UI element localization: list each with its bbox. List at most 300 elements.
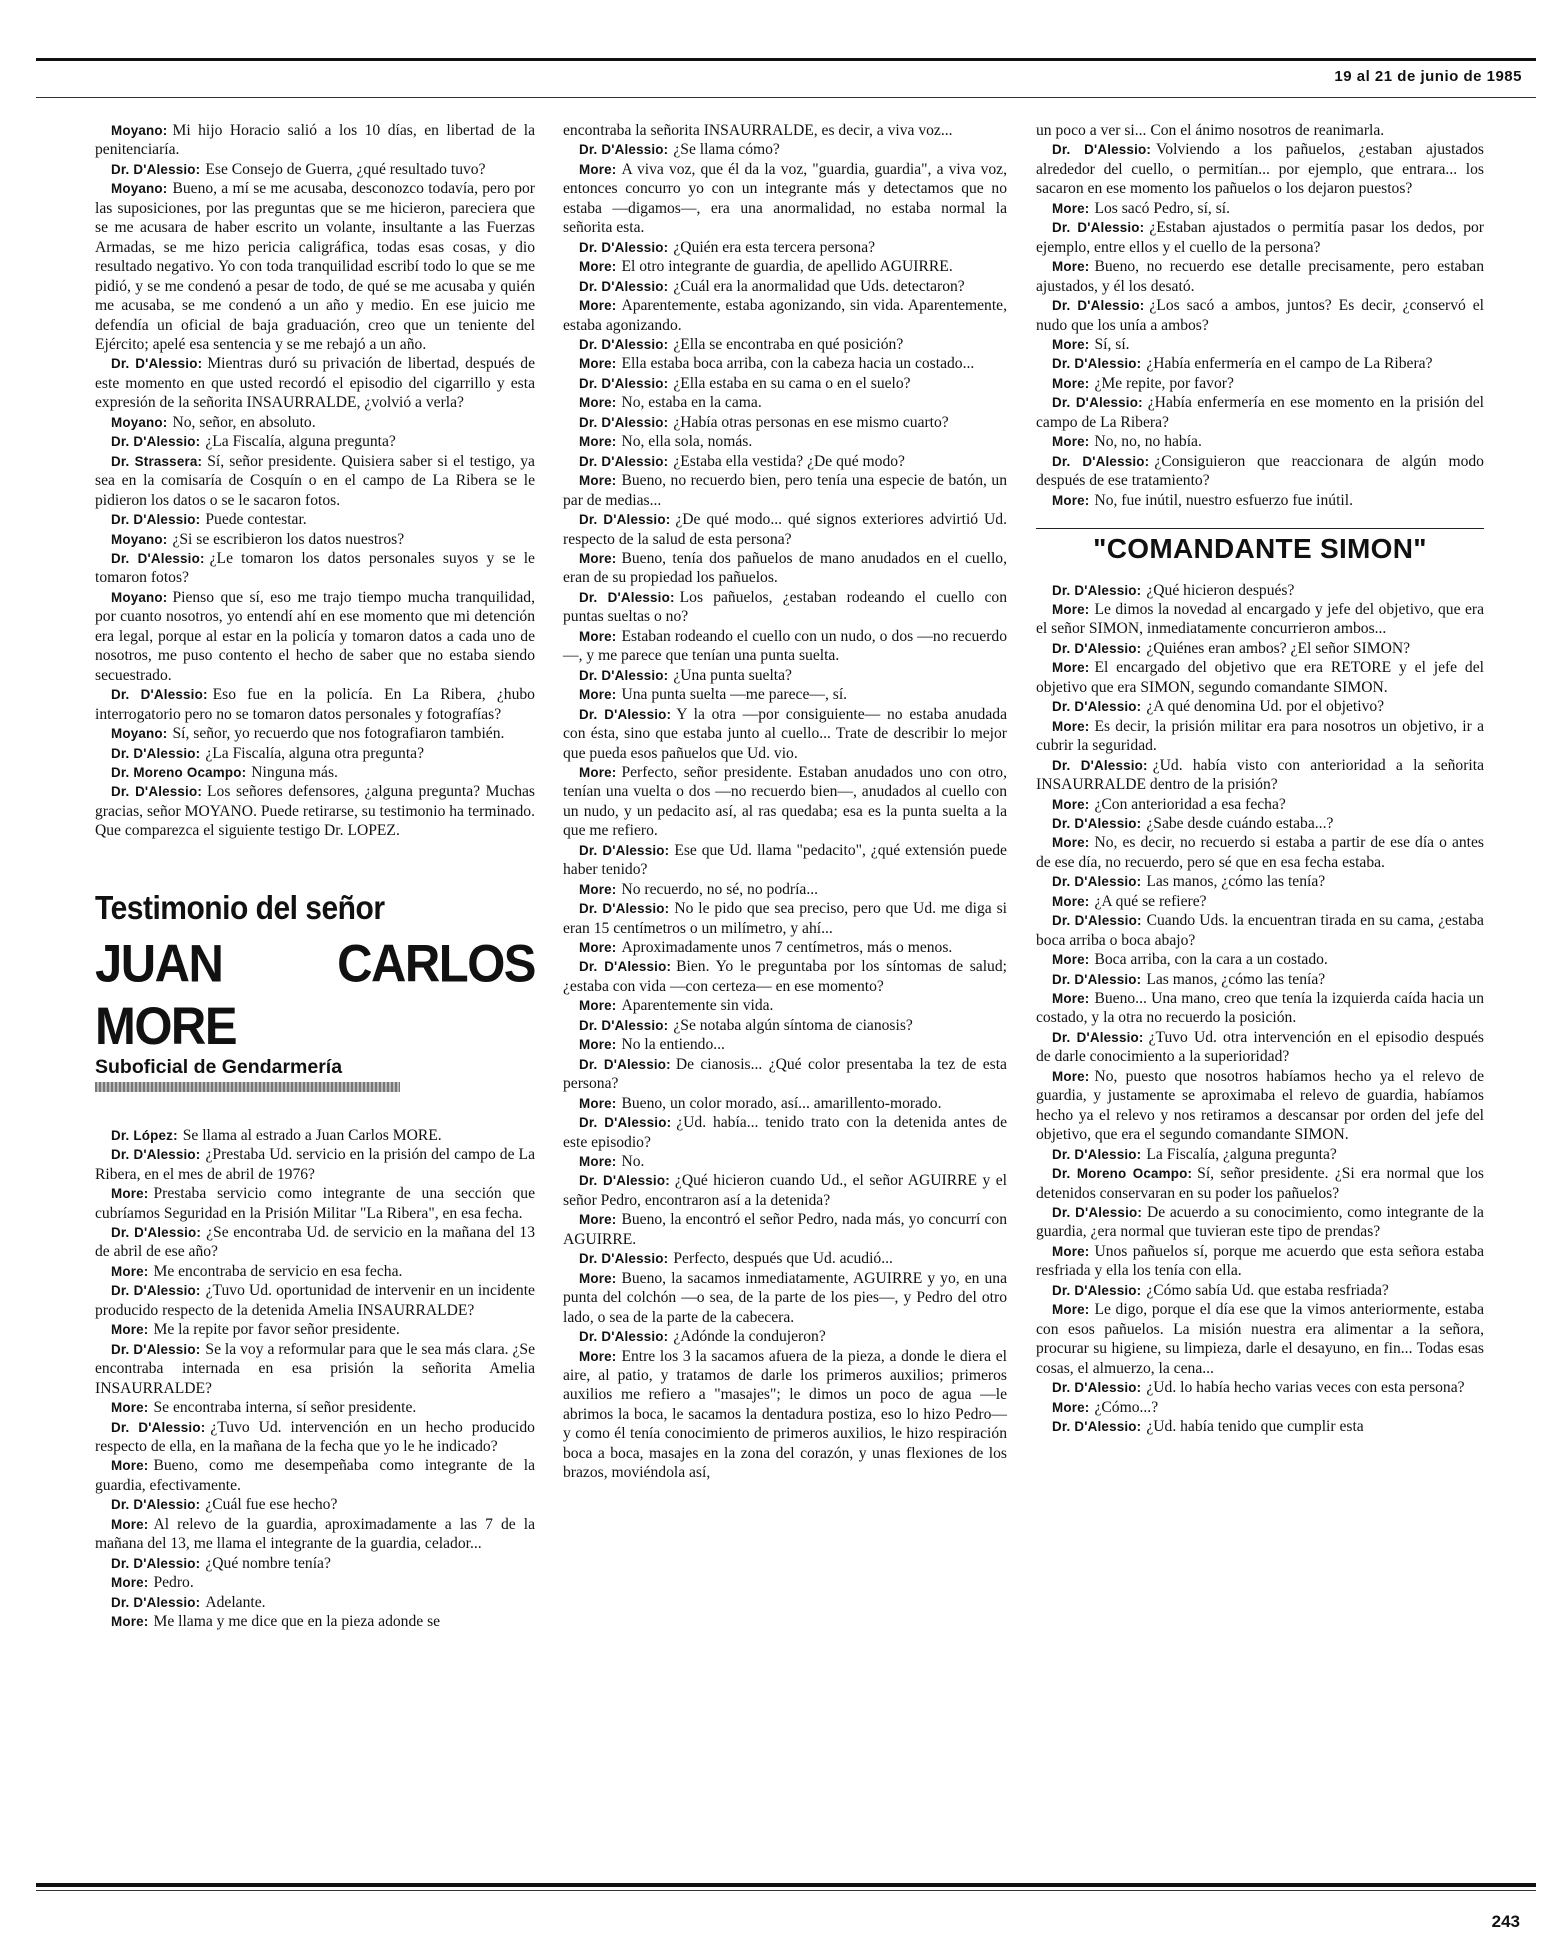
- speech-text: ¿Sabe desde cuándo estaba...?: [1146, 814, 1334, 832]
- dialogue-paragraph: [95, 1126, 535, 1145]
- dialogue-paragraph: [95, 354, 535, 412]
- speech-text: ¿Adónde la condujeron?: [673, 1328, 826, 1346]
- dialogue-paragraph: [1036, 393, 1484, 432]
- bottom-rule: [36, 1883, 1536, 1887]
- dialogue-paragraph: [95, 724, 535, 743]
- dialogue-paragraph: [1036, 1281, 1484, 1300]
- speaker-label: Dr. D'Alessio:: [1052, 699, 1142, 715]
- speech-text: ¿Había enfermería en ese momento en la prisión del campo de La Ribera?: [1036, 394, 1484, 431]
- dialogue-paragraph: [1036, 354, 1484, 373]
- speaker-label: Dr. Strassera:: [111, 453, 203, 469]
- dialogue-paragraph: [1036, 199, 1484, 218]
- speech-text: ¿Estaba ella vestida? ¿De qué modo?: [673, 452, 905, 470]
- speech-text: Adelante.: [205, 1593, 266, 1611]
- dialogue-paragraph: [95, 1184, 535, 1223]
- speaker-label: More:: [579, 550, 617, 566]
- dialogue-paragraph: [563, 354, 1007, 373]
- dialogue-paragraph: [95, 1456, 535, 1495]
- speaker-label: Dr. D'Alessio:: [1052, 395, 1143, 411]
- dialogue-paragraph: [1036, 432, 1484, 451]
- dialogue-paragraph: [95, 1554, 535, 1573]
- speech-text: Pedro.: [153, 1574, 194, 1592]
- speaker-label: Dr. D'Alessio:: [111, 1555, 201, 1571]
- speech-text: ¿Quién era esta tercera persona?: [673, 238, 876, 256]
- speaker-label: Dr. D'Alessio:: [111, 161, 201, 177]
- speaker-label: More:: [1052, 660, 1090, 676]
- dialogue-paragraph: [1036, 374, 1484, 393]
- speech-text: Puede contestar.: [205, 511, 307, 529]
- speech-text: ¿Consiguieron que reaccionara de algún modo después de ese tratamiento?: [1036, 452, 1484, 490]
- dialogue-paragraph: [563, 121, 1007, 140]
- speech-text: ¿Tuvo Ud. intervención en un hecho producido respecto de ella, en la mañana de la fecha que yo le he indicado?: [95, 1418, 535, 1456]
- speech-text: ¿Con anterioridad a esa fecha?: [1094, 795, 1286, 813]
- section-heading-comandante-simon: "COMANDANTE SIMON": [1036, 528, 1484, 558]
- dialogue-paragraph: [1036, 892, 1484, 911]
- speaker-label: More:: [1052, 1302, 1090, 1318]
- dialogue-paragraph: [1036, 1378, 1484, 1397]
- dialogue-paragraph: [1036, 814, 1484, 833]
- speech-text: Los señores defensores, ¿alguna pregunta? Muchas gracias, señor MOYANO. Puede retirarse, su testimonio ha terminado. Que comparezca el siguiente testigo Dr. LOPEZ.: [95, 783, 535, 840]
- speech-text: No, no, no había.: [1094, 433, 1202, 451]
- dialogue-paragraph: [95, 588, 535, 685]
- speech-text: ¿Qué nombre tenía?: [205, 1554, 331, 1572]
- speech-text: Los pañuelos, ¿estaban rodeando el cuello con puntas sueltas o no?: [563, 588, 1007, 626]
- dialogue-paragraph: [1036, 950, 1484, 969]
- dialogue-paragraph: [95, 1573, 535, 1592]
- speech-text: Aparentemente, estaba agonizando, sin vida. Aparentemente, estaba agonizando.: [563, 297, 1007, 334]
- speaker-label: Moyano:: [111, 181, 168, 197]
- dialogue-paragraph: [95, 452, 535, 510]
- speech-text: Me llama y me dice que en la pieza adonde se: [153, 1613, 441, 1631]
- dialogue-paragraph: [95, 510, 535, 529]
- speech-text: Unos pañuelos sí, porque me acuerdo que esta señora estaba resfriada y ella los tenía con ella.: [1036, 1242, 1484, 1280]
- speaker-label: Dr. D'Alessio:: [1052, 971, 1142, 987]
- speaker-label: More:: [111, 1186, 149, 1202]
- dialogue-paragraph: [95, 1612, 535, 1631]
- dialogue-paragraph: [95, 1281, 535, 1320]
- dialogue-paragraph: [563, 685, 1007, 704]
- dialogue-paragraph: [563, 1249, 1007, 1268]
- speaker-label: More:: [579, 259, 617, 275]
- dialogue-paragraph: [563, 957, 1007, 996]
- speech-text: Bueno, no recuerdo bien, pero tenía una especie de batón, un par de medias...: [563, 472, 1007, 509]
- speaker-label: Dr. D'Alessio:: [111, 1341, 201, 1357]
- speech-text: Volviendo a los pañuelos, ¿estaban ajustados alrededor del cuello, o permitían... por ejemplo, que entrara... los sacaron en ese momento los pañuelos o los dejaron puestos?: [1036, 141, 1484, 198]
- speaker-label: More:: [1052, 259, 1090, 275]
- speaker-label: Dr. D'Alessio:: [579, 512, 671, 528]
- dialogue-paragraph: [95, 763, 535, 782]
- speaker-label: Dr. D'Alessio:: [579, 414, 669, 430]
- dialogue-paragraph: [1036, 218, 1484, 257]
- dialogue-paragraph: [563, 996, 1007, 1015]
- speaker-label: Dr. D'Alessio:: [111, 784, 203, 800]
- dialogue-paragraph: [95, 782, 535, 840]
- speaker-label: Moyano:: [111, 726, 168, 742]
- speaker-label: More:: [1052, 601, 1090, 617]
- speaker-label: Dr. D'Alessio:: [111, 550, 205, 566]
- dialogue-paragraph: [95, 1593, 535, 1612]
- dialogue-paragraph: [1036, 1028, 1484, 1067]
- speech-text: Aproximadamente unos 7 centímetros, más o menos.: [621, 939, 953, 957]
- dialogue-paragraph: [1036, 756, 1484, 795]
- speech-text: Me la repite por favor señor presidente.: [153, 1321, 400, 1339]
- dialogue-paragraph: [563, 627, 1007, 666]
- dialogue-paragraph: [1036, 581, 1484, 600]
- speaker-label: Dr. D'Alessio:: [111, 1147, 201, 1163]
- speaker-label: More:: [1052, 1068, 1090, 1084]
- dialogue-paragraph: [1036, 989, 1484, 1028]
- speaker-label: More:: [1052, 718, 1090, 734]
- speaker-label: Dr. D'Alessio:: [111, 687, 208, 703]
- speaker-label: More:: [579, 1270, 617, 1286]
- speaker-label: Dr. D'Alessio:: [579, 901, 670, 917]
- speaker-label: Dr. D'Alessio:: [1052, 815, 1142, 831]
- dialogue-paragraph: [563, 413, 1007, 432]
- speaker-label: Dr. D'Alessio:: [579, 1056, 671, 1072]
- dialogue-paragraph: [95, 160, 535, 179]
- speaker-label: Moyano:: [111, 531, 168, 547]
- dialogue-paragraph: [1036, 140, 1484, 198]
- speech-text: Mi hijo Horacio salió a los 10 días, en libertad de la penitenciaría.: [95, 122, 535, 159]
- speaker-label: More:: [1052, 1399, 1090, 1415]
- speaker-label: Dr. D'Alessio:: [1052, 142, 1152, 158]
- speaker-label: Dr. D'Alessio:: [111, 356, 203, 372]
- issue-date: 19 al 21 de junio de 1985: [1334, 68, 1522, 85]
- speaker-label: Dr. D'Alessio:: [1052, 913, 1142, 929]
- speaker-label: Dr. D'Alessio:: [579, 1017, 669, 1033]
- speech-text: No, estaba en la cama.: [621, 394, 762, 412]
- speaker-label: Dr. D'Alessio:: [1052, 1029, 1144, 1045]
- speaker-label: Dr. D'Alessio:: [579, 142, 669, 158]
- dialogue-paragraph: [1036, 639, 1484, 658]
- dialogue-paragraph: [1036, 1203, 1484, 1242]
- speech-text: ¿Había enfermería en el campo de La Ribera?: [1146, 355, 1433, 373]
- speech-text: ¿Se notaba algún síntoma de cianosis?: [673, 1016, 913, 1034]
- speech-text: Ninguna más.: [251, 763, 338, 781]
- speech-text: ¿Cómo...?: [1094, 1398, 1159, 1416]
- speaker-label: Dr. D'Alessio:: [579, 1173, 670, 1189]
- speaker-label: Dr. D'Alessio:: [1052, 298, 1145, 314]
- speech-text: ¿Si se escribieron los datos nuestros?: [172, 530, 405, 548]
- speech-text: No, ella sola, nomás.: [621, 433, 753, 451]
- page-number: 243: [1491, 1912, 1520, 1931]
- speaker-label: Dr. D'Alessio:: [579, 278, 669, 294]
- dialogue-paragraph: [563, 1055, 1007, 1094]
- dialogue-paragraph: [563, 763, 1007, 841]
- heading-underline-bar: [95, 1082, 400, 1092]
- dialogue-paragraph: [1036, 452, 1484, 491]
- speech-text: ¿Estaban ajustados o permitía pasar los dedos, por ejemplo, entre ellos y el cuello de la persona?: [1036, 219, 1484, 256]
- speech-text: Se llama al estrado a Juan Carlos MORE.: [182, 1126, 442, 1144]
- speaker-label: More:: [579, 628, 617, 644]
- speech-text: Bueno, tenía dos pañuelos de mano anudados en el cuello, eran de su propiedad los pañuelos.: [563, 549, 1007, 587]
- speech-text: Es decir, la prisión militar era para nosotros un objetivo, ir a cubrir la seguridad.: [1036, 717, 1484, 755]
- speech-text: Le dimos la novedad al encargado y jefe del objetivo, que era el señor SIMON, inmediatamente concurrieron ambos...: [1036, 600, 1484, 638]
- speech-text: Bueno, un color morado, así... amarillento-morado.: [621, 1094, 942, 1112]
- speech-text: No, puesto que nosotros habíamos hecho ya el relevo de guardia, y justamente se aproximaba el relevo de guardia, habíamos hecho ya el relevo y nos retiramos a descansar por orden del jefe del objetivo, que era el segundo comandante SIMON.: [1036, 1067, 1484, 1144]
- speaker-label: Dr. D'Alessio:: [1052, 1146, 1142, 1162]
- dialogue-paragraph: [1036, 970, 1484, 989]
- speaker-label: More:: [1052, 492, 1090, 508]
- speaker-label: More:: [111, 1575, 149, 1591]
- dialogue-paragraph: [95, 432, 535, 451]
- speech-text: ¿Tuvo Ud. otra intervención en el episodio después de darle conocimiento a la superioridad?: [1036, 1028, 1484, 1066]
- speech-text: ¿Ud. había visto con anterioridad a la señorita INSAURRALDE dentro de la prisión?: [1036, 756, 1484, 794]
- speech-text: ¿Cuál fue ese hecho?: [205, 1496, 338, 1514]
- speech-text: Estaban rodeando el cuello con un nudo, o dos —no recuerdo—, y me parece que tenían una punta suelta.: [563, 627, 1007, 665]
- speaker-label: More:: [579, 395, 617, 411]
- bottom-thin-rule: [36, 1890, 1536, 1891]
- dialogue-paragraph: [1036, 872, 1484, 891]
- speaker-label: Dr. D'Alessio:: [1052, 453, 1150, 469]
- speaker-label: Dr. López:: [111, 1127, 178, 1143]
- dialogue-paragraph: [95, 549, 535, 588]
- speech-text: El otro integrante de guardia, de apellido AGUIRRE.: [621, 258, 953, 276]
- speaker-label: More:: [1052, 893, 1090, 909]
- speaker-label: Dr. D'Alessio:: [579, 375, 669, 391]
- dialogue-paragraph: [563, 374, 1007, 393]
- speech-text: Prestaba servicio como integrante de una sección que cubríamos Seguridad en la Prisión Militar "La Ribera", en esa fecha.: [95, 1185, 535, 1222]
- speaker-label: More:: [579, 434, 617, 450]
- speaker-label: Dr. D'Alessio:: [579, 667, 669, 683]
- speech-text: Le digo, porque el día ese que la vimos anteriormente, estaba con esos pañuelos. La misión nuestra era alimentar a la señora, procurar su higiene, su limpieza, darle el desayuno, en fin... Todas esas cosas, el almuerzo, la cena...: [1036, 1301, 1484, 1377]
- speech-text: Sí, señor presidente. Quisiera saber si el testigo, ya sea en la comisaría de Cosquín o en el campo de La Ribera se le pidieron los datos o se le sacaron fotos.: [95, 452, 535, 509]
- speech-text: Bueno, como me desempeñaba como integrante de la guardia, efectivamente.: [95, 1457, 535, 1494]
- speaker-label: Dr. D'Alessio:: [579, 453, 669, 469]
- speaker-label: Dr. D'Alessio:: [1052, 1380, 1142, 1396]
- dialogue-paragraph: [563, 549, 1007, 588]
- dialogue-paragraph: [1036, 257, 1484, 296]
- speaker-label: More:: [579, 473, 617, 489]
- speaker-label: More:: [111, 1322, 149, 1338]
- dialogue-paragraph: [563, 1035, 1007, 1054]
- top-rule: [36, 58, 1536, 61]
- moyano-testimony-end: [95, 121, 535, 841]
- speaker-label: Dr. D'Alessio:: [579, 842, 670, 858]
- dialogue-paragraph: [95, 413, 535, 432]
- speech-text: Ese que Ud. llama "pedacito", ¿qué extensión puede haber tenido?: [563, 841, 1007, 879]
- speaker-label: Moyano:: [111, 123, 168, 138]
- dialogue-paragraph: [563, 1347, 1007, 1483]
- speech-text: Bueno, la encontró el señor Pedro, nada más, yo concurrí con AGUIRRE.: [563, 1211, 1007, 1248]
- speaker-label: More:: [579, 998, 617, 1014]
- dialogue-paragraph: [1036, 121, 1484, 140]
- more-testimony-end: [1036, 581, 1484, 1437]
- dialogue-paragraph: [563, 899, 1007, 938]
- dialogue-paragraph: [95, 1340, 535, 1398]
- speech-text: Cuando Uds. la encuentran tirada en su cama, ¿estaba boca arriba o boca abajo?: [1036, 912, 1484, 949]
- speaker-label: Dr. D'Alessio:: [111, 1283, 201, 1299]
- dialogue-paragraph: [563, 296, 1007, 335]
- speech-text: Sí, señor, yo recuerdo que nos fotografiaron también.: [172, 725, 505, 743]
- dialogue-paragraph: [1036, 600, 1484, 639]
- speaker-label: More:: [1052, 835, 1090, 851]
- dialogue-paragraph: [1036, 1164, 1484, 1203]
- speaker-label: Dr. D'Alessio:: [579, 1115, 672, 1131]
- dialogue-paragraph: [563, 277, 1007, 296]
- dialogue-paragraph: [1036, 911, 1484, 950]
- speaker-label: Dr. D'Alessio:: [579, 336, 669, 352]
- speaker-label: Dr. D'Alessio:: [111, 745, 201, 761]
- speech-text: ¿Me repite, por favor?: [1094, 374, 1234, 392]
- speech-text: Boca arriba, con la cara a un costado.: [1094, 951, 1328, 969]
- dialogue-paragraph: [563, 452, 1007, 471]
- speech-text: No le pido que sea preciso, pero que Ud. me diga si eran 15 centímetros o un milímetro, y ahí...: [563, 900, 1007, 937]
- speech-text: La Fiscalía, ¿alguna pregunta?: [1146, 1145, 1337, 1163]
- more-testimony-continued: [1036, 121, 1484, 510]
- speaker-label: Dr. D'Alessio:: [1052, 757, 1148, 773]
- speaker-label: Dr. D'Alessio:: [1052, 582, 1142, 598]
- speech-text: Bien. Yo le preguntaba por los síntomas de salud; ¿estaba con vida —con certeza— en ese momento?: [563, 958, 1007, 995]
- dialogue-paragraph: [563, 510, 1007, 549]
- speaker-label: More:: [579, 687, 617, 703]
- dialogue-paragraph: [95, 1418, 535, 1457]
- speech-text: No recuerdo, no sé, no podría...: [621, 880, 819, 898]
- speech-text: Mientras duró su privación de libertad, después de este momento en que usted recordó el episodio del cigarrillo y esta expresión de la señorita INSAURRALDE, ¿volvió a verla?: [95, 355, 535, 412]
- speech-text: Bueno, no recuerdo ese detalle precisamente, pero estaban ajustados, y él los desató.: [1036, 258, 1484, 295]
- speech-text: No.: [621, 1153, 645, 1171]
- speaker-label: Dr. Moreno Ocampo:: [111, 764, 247, 780]
- dialogue-paragraph: [563, 160, 1007, 238]
- dialogue-paragraph: [1036, 658, 1484, 697]
- dialogue-paragraph: [563, 140, 1007, 159]
- dialogue-paragraph: [563, 666, 1007, 685]
- dialogue-paragraph: [1036, 1417, 1484, 1436]
- dialogue-paragraph: [1036, 697, 1484, 716]
- speaker-label: More:: [579, 881, 617, 897]
- speech-text: un poco a ver si... Con el ánimo nosotros de reanimarla.: [1036, 122, 1385, 139]
- speaker-label: Dr. D'Alessio:: [1052, 356, 1142, 372]
- speech-text: ¿Se llama cómo?: [673, 141, 780, 159]
- speaker-label: More:: [579, 764, 617, 780]
- speech-text: ¿Los sacó a ambos, juntos? Es decir, ¿conservó el nudo que los unía a ambos?: [1036, 297, 1484, 334]
- dialogue-paragraph: [95, 530, 535, 549]
- speaker-label: More:: [579, 1348, 617, 1364]
- speech-text: Bueno, a mí se me acusaba, desconozco todavía, pero por las suposiciones, por las preguntas que se me hicieron, pareciera que se me acusara de haber escrito un volante, insultante a las Fuerzas Armadas, se me hizo pericia caligráfica, todas esas cosas, y dio resultado negativo. Yo con toda tranquilidad escribí todo lo que se me pidió, y se me condenó a pesar de todo, de qué se me acusaba y quién me acusaba, se me condenó a un año y medio. En ese juicio me defendía un oficial de baja graduación, creo que un teniente del Ejército; apelé esa sentencia y se me rebajó a un año.: [95, 180, 535, 353]
- dialogue-paragraph: [1036, 1242, 1484, 1281]
- speaker-label: More:: [579, 1154, 617, 1170]
- speaker-label: More:: [579, 1037, 617, 1053]
- speaker-label: Dr. D'Alessio:: [111, 1497, 201, 1513]
- speech-text: ¿Cómo sabía Ud. que estaba resfriada?: [1146, 1281, 1389, 1299]
- speaker-label: More:: [1052, 200, 1090, 216]
- top-thin-rule: [36, 97, 1536, 98]
- speech-text: ¿Cuál era la anormalidad que Uds. detectaron?: [673, 277, 965, 295]
- speech-text: ¿Tuvo Ud. oportunidad de intervenir en un incidente producido respecto de la detenida Amelia INSAURRALDE?: [95, 1282, 535, 1319]
- dialogue-paragraph: [1036, 491, 1484, 510]
- speech-text: encontraba la señorita INSAURRALDE, es decir, a viva voz...: [563, 122, 953, 139]
- dialogue-paragraph: [95, 1223, 535, 1262]
- speaker-label: Dr. D'Alessio:: [111, 512, 201, 528]
- speech-text: ¿Ud. había tenido que cumplir esta: [1146, 1418, 1364, 1435]
- speech-text: ¿Ud. lo había hecho varias veces con esta persona?: [1146, 1379, 1465, 1397]
- dialogue-paragraph: [563, 1327, 1007, 1346]
- dialogue-paragraph: [563, 1171, 1007, 1210]
- speaker-label: Dr. D'Alessio:: [1052, 1205, 1143, 1221]
- dialogue-paragraph: [563, 1113, 1007, 1152]
- dialogue-paragraph: [95, 744, 535, 763]
- dialogue-paragraph: [95, 179, 535, 354]
- dialogue-paragraph: [1036, 1300, 1484, 1378]
- speaker-label: More:: [111, 1614, 149, 1630]
- dialogue-paragraph: [1036, 795, 1484, 814]
- speech-text: Ese Consejo de Guerra, ¿qué resultado tuvo?: [205, 160, 486, 178]
- dialogue-paragraph: [95, 1495, 535, 1514]
- speaker-label: More:: [111, 1458, 149, 1474]
- speaker-label: Dr. D'Alessio:: [579, 706, 672, 722]
- speaker-label: Dr. D'Alessio:: [579, 1251, 669, 1267]
- section-heading-more: [95, 889, 535, 1092]
- speaker-label: Dr. D'Alessio:: [579, 239, 669, 255]
- witness-name: JUAN CARLOS MORE: [95, 934, 535, 1056]
- speech-text: ¿A qué se refiere?: [1094, 892, 1207, 910]
- speech-text: ¿La Fiscalía, alguna otra pregunta?: [205, 744, 424, 762]
- dialogue-paragraph: [563, 841, 1007, 880]
- speech-text: Bueno... Una mano, creo que tenía la izquierda caída hacia un costado, y la otra no recuerdo la posición.: [1036, 990, 1484, 1027]
- speech-text: Los sacó Pedro, sí, sí.: [1094, 199, 1231, 217]
- dialogue-paragraph: [95, 1320, 535, 1339]
- dialogue-paragraph: [95, 1262, 535, 1281]
- speaker-label: More:: [1052, 991, 1090, 1007]
- speaker-label: More:: [579, 161, 617, 177]
- speech-text: De cianosis... ¿Qué color presentaba la tez de esta persona?: [563, 1055, 1007, 1093]
- dialogue-paragraph: [563, 1152, 1007, 1171]
- speaker-label: Dr. D'Alessio:: [111, 1225, 202, 1241]
- speech-text: Pienso que sí, eso me trajo tiempo mucha tranquilidad, por cuanto nosotros, yo entendí ahí en ese momento que mi detención era legal, porque al estar en la policía y tomaron datos a cada uno de nosotros, me puso contento el hecho de saber que no estaba siendo secuestrado.: [95, 588, 535, 684]
- section-kicker: Testimonio del señor: [95, 889, 385, 927]
- speaker-label: Dr. D'Alessio:: [1052, 220, 1145, 236]
- dialogue-paragraph: [95, 1515, 535, 1554]
- dialogue-paragraph: [563, 1094, 1007, 1113]
- speaker-label: More:: [1052, 952, 1090, 968]
- dialogue-paragraph: [95, 1398, 535, 1417]
- column-3: [1036, 121, 1484, 1436]
- speech-text: Eso fue en la policía. En La Ribera, ¿hubo interrogatorio pero no se tomaron datos personales y fotografías?: [95, 686, 535, 723]
- speech-text: De acuerdo a su conocimiento, como integrante de la guardia, ¿era normal que tuvieran este tipo de prendas?: [1036, 1204, 1484, 1241]
- speaker-label: More:: [579, 356, 617, 372]
- dialogue-paragraph: [563, 588, 1007, 627]
- speech-text: Al relevo de la guardia, aproximadamente a las 7 de la mañana del 13, me llama el integrante de la guardia, celador...: [95, 1515, 535, 1553]
- speech-text: Perfecto, después que Ud. acudió...: [673, 1250, 893, 1268]
- speech-text: Una punta suelta —me parece—, sí.: [621, 686, 848, 704]
- speech-text: Aparentemente sin vida.: [621, 997, 774, 1015]
- speaker-label: More:: [111, 1263, 149, 1279]
- speech-text: No, señor, en absoluto.: [172, 413, 316, 431]
- dialogue-paragraph: [563, 335, 1007, 354]
- speech-text: Bueno, la sacamos inmediatamente, AGUIRRE y yo, en una punta del colchón —o sea, de la parte de los pies—, y Pedro del otro lado, o sea de la parte de la cabecera.: [563, 1269, 1007, 1326]
- speech-text: No, fue inútil, nuestro esfuerzo fue inútil.: [1094, 491, 1353, 509]
- dialogue-paragraph: [563, 432, 1007, 451]
- speaker-label: More:: [1052, 375, 1090, 391]
- speech-text: ¿Se encontraba Ud. de servicio en la mañana del 13 de abril de ese año?: [95, 1224, 535, 1261]
- speaker-label: More:: [1052, 336, 1090, 352]
- speech-text: Las manos, ¿cómo las tenía?: [1146, 970, 1326, 988]
- speaker-label: Dr. D'Alessio:: [1052, 874, 1142, 890]
- speaker-label: More:: [579, 940, 617, 956]
- speech-text: ¿Ella estaba en su cama o en el suelo?: [673, 374, 911, 392]
- speech-text: Las manos, ¿cómo las tenía?: [1146, 873, 1326, 891]
- dialogue-paragraph: [563, 393, 1007, 412]
- speaker-label: More:: [111, 1400, 149, 1416]
- speaker-label: Dr. D'Alessio:: [579, 1329, 669, 1345]
- speaker-label: Dr. D'Alessio:: [111, 1594, 201, 1610]
- speaker-label: Dr. Moreno Ocampo:: [1052, 1166, 1193, 1182]
- speech-text: ¿Había otras personas en ese mismo cuarto?: [673, 413, 949, 431]
- speech-text: A viva voz, que él da la voz, "guardia, guardia", a viva voz, entonces concurro yo con un integrante más y detectamos que no estaba —digamos—, era una anormalidad, no estaba normal la señorita esta.: [563, 160, 1007, 237]
- dialogue-paragraph: [1036, 833, 1484, 872]
- dialogue-paragraph: [563, 938, 1007, 957]
- speech-text: Se encontraba interna, sí señor presidente.: [153, 1399, 417, 1417]
